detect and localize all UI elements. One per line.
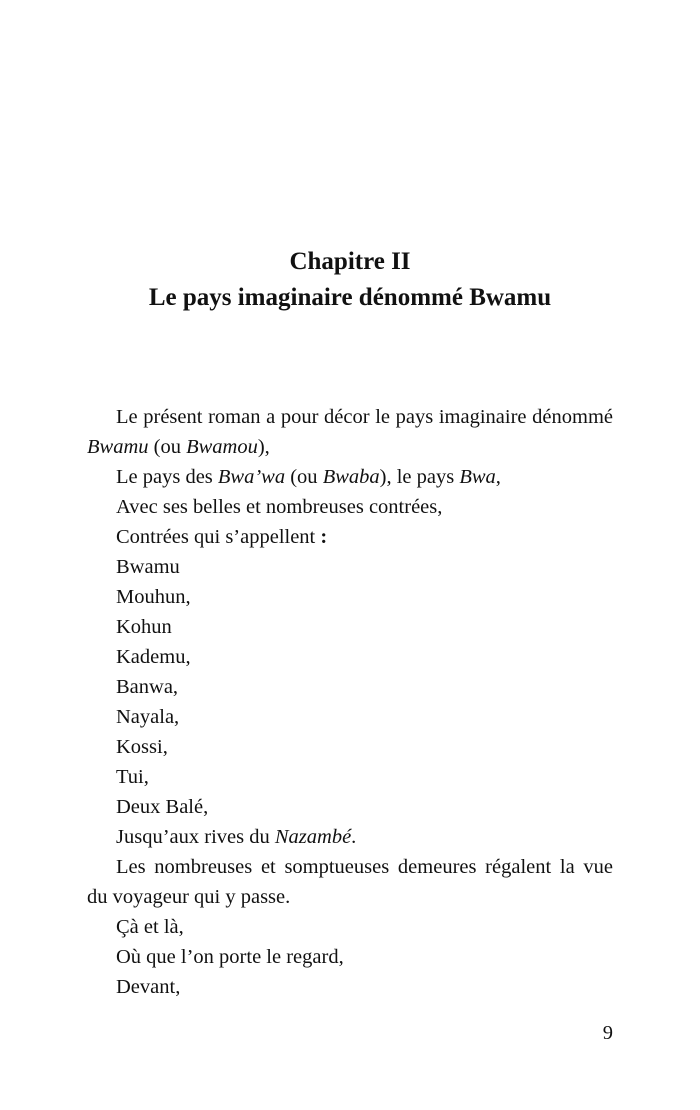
text-segment: Le pays des <box>116 466 218 488</box>
paragraph <box>87 672 613 702</box>
text-segment: Le présent roman a pour décor le pays imaginaire dénommé <box>116 406 613 428</box>
italic-text: Nazambé <box>274 826 352 848</box>
text-segment: Les nombreuses et somptueuses demeures régalent la vue du voyageur qui y passe. <box>87 856 613 908</box>
text-segment: Où que l’on porte le regard, <box>116 946 344 968</box>
italic-text: Bwamu <box>87 436 149 458</box>
text-segment: Contrées qui s’appellent <box>116 526 321 548</box>
text-segment: (ou <box>148 436 187 458</box>
text-segment: , <box>495 466 501 488</box>
paragraph <box>87 762 613 792</box>
text-segment: Deux Balé, <box>116 796 209 818</box>
paragraph <box>87 522 613 552</box>
paragraph <box>87 912 613 942</box>
text-segment: Kossi, <box>116 736 168 758</box>
text-segment: Mouhun, <box>116 586 191 608</box>
paragraph <box>87 552 613 582</box>
paragraph <box>87 792 613 822</box>
text-segment: . <box>351 826 357 848</box>
paragraph <box>87 702 613 732</box>
text-segment: Jusqu’aux rives du <box>116 826 275 848</box>
text-segment: Banwa, <box>116 676 179 698</box>
page-number: 9 <box>602 1022 613 1044</box>
text-segment: ), <box>257 436 270 458</box>
body-text <box>87 402 613 1002</box>
text-segment: Devant, <box>116 976 181 998</box>
paragraph <box>87 582 613 612</box>
text-segment: Kademu, <box>116 646 191 668</box>
bold-text: : <box>320 526 328 548</box>
italic-text: Bwa’wa <box>217 466 286 488</box>
paragraph <box>87 852 613 912</box>
paragraph <box>87 972 613 1002</box>
italic-text: Bwamou <box>186 436 258 458</box>
paragraph <box>87 642 613 672</box>
paragraph <box>87 402 613 462</box>
text-segment: ), le pays <box>379 466 460 488</box>
paragraph <box>87 732 613 762</box>
paragraph <box>87 462 613 492</box>
chapter-title: Le pays imaginaire dénommé Bwamu <box>148 284 552 311</box>
italic-text: Bwa <box>459 466 496 488</box>
text-segment: Bwamu <box>116 556 180 578</box>
paragraph <box>87 942 613 972</box>
text-segment: (ou <box>285 466 323 488</box>
text-segment: Çà et là, <box>116 916 184 938</box>
paragraph <box>87 612 613 642</box>
paragraph <box>87 822 613 852</box>
chapter-heading <box>0 244 700 316</box>
text-segment: Kohun <box>116 616 172 638</box>
text-segment: Nayala, <box>116 706 180 728</box>
paragraph <box>87 492 613 522</box>
chapter-number: Chapitre II <box>289 248 411 275</box>
text-segment: Tui, <box>116 766 149 788</box>
italic-text: Bwaba <box>322 466 380 488</box>
text-segment: Avec ses belles et nombreuses contrées, <box>116 496 443 518</box>
